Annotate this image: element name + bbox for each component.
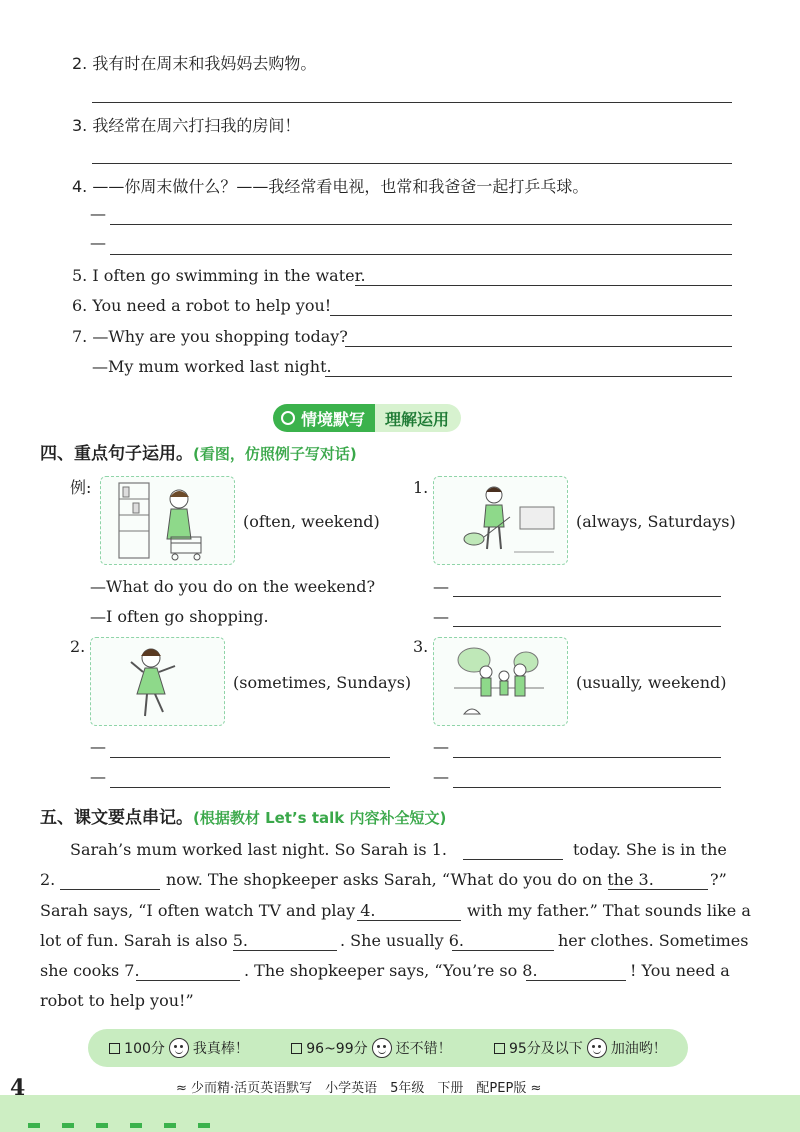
item-1-number: 1. (413, 478, 429, 497)
passage-text: today. She is in the (573, 840, 727, 859)
answer-line[interactable] (330, 315, 732, 316)
blank-2[interactable] (60, 889, 160, 890)
example-hint: (often, weekend) (243, 512, 380, 531)
example-label: 例: (70, 478, 92, 497)
answer-line[interactable] (453, 596, 721, 597)
footer-text: ≈ 少而精·活页英语默写 小学英语 5年级 下册 配PEP版 ≈ (176, 1081, 542, 1096)
item-2-illustration (90, 637, 225, 726)
item-2-number: 2. (70, 637, 86, 656)
blank-8[interactable] (526, 980, 626, 981)
section5-title: 五、课文要点串记。 (40, 808, 193, 828)
passage-text: ! You need a (630, 961, 730, 980)
passage-text: . She usually 6. (340, 931, 464, 950)
dash-marker: — (433, 577, 449, 596)
page-number: 4 (10, 1075, 26, 1101)
item-3-illustration (433, 637, 568, 726)
answer-line[interactable] (453, 787, 721, 788)
answer-line[interactable] (325, 376, 732, 377)
banner-left-label: 情境默写 (301, 409, 366, 429)
section4-note: (看图，仿照例子写对话) (193, 445, 357, 463)
passage-text: ?” (710, 870, 727, 889)
dash-marker: — (90, 204, 106, 223)
blank-3[interactable] (608, 889, 708, 890)
checkbox[interactable] (291, 1043, 302, 1054)
passage-text: Sarah’s mum worked last night. So Sarah is 1. (70, 840, 447, 859)
family-outing-icon (434, 638, 567, 725)
item-3-hint: (usually, weekend) (576, 673, 727, 692)
footer-decoration (28, 1123, 210, 1128)
section-banner (273, 404, 461, 432)
blank-4[interactable] (357, 920, 461, 921)
eval-text: 加油哟！ (610, 1041, 667, 1057)
dash-marker: — (90, 233, 106, 252)
answer-line[interactable] (110, 254, 732, 255)
passage-text: with my father.” That sounds like a (467, 901, 751, 920)
answer-line[interactable] (110, 224, 732, 225)
dash-marker: — (90, 737, 106, 756)
smiley-face-icon (372, 1038, 392, 1058)
girl-dancing-icon (91, 638, 224, 725)
example-illustration (100, 476, 235, 565)
example-answer: —I often go shopping. (90, 607, 269, 626)
english-item-6: 6. You need a robot to help you! (72, 296, 332, 315)
passage-text: her clothes. Sometimes (558, 931, 749, 950)
eval-score: 100分 (124, 1041, 165, 1057)
checkbox[interactable] (494, 1043, 505, 1054)
answer-line[interactable] (92, 102, 732, 103)
answer-line[interactable] (110, 757, 390, 758)
blank-7[interactable] (136, 980, 240, 981)
passage-text: 2. (40, 870, 56, 889)
checkbox[interactable] (109, 1043, 120, 1054)
item-3-number: 3. (413, 637, 429, 656)
dash-marker: — (433, 607, 449, 626)
dash-marker: — (433, 767, 449, 786)
banner-right: 理解运用 (375, 404, 461, 432)
section4-heading (40, 444, 357, 464)
eval-text: 还不错！ (395, 1041, 452, 1057)
cheer-face-icon (587, 1038, 607, 1058)
eval-option-100[interactable] (109, 1038, 249, 1058)
english-item-7: 7. —Why are you shopping today? (72, 327, 348, 346)
passage-text: she cooks 7. (40, 961, 140, 980)
answer-line[interactable] (453, 626, 721, 627)
item-1-illustration (433, 476, 568, 565)
item-1-hint: (always, Saturdays) (576, 512, 736, 531)
smiley-face-icon (169, 1038, 189, 1058)
section4-title: 四、重点句子运用。 (40, 444, 193, 464)
passage-text: Sarah says, “I often watch TV and play 4. (40, 901, 376, 920)
answer-line[interactable] (92, 163, 732, 164)
girl-shopping-icon (101, 477, 234, 564)
dash-marker: — (433, 737, 449, 756)
answer-line[interactable] (453, 757, 721, 758)
english-item-5: 5. I often go swimming in the water. (72, 266, 366, 285)
eval-option-96-99[interactable] (291, 1038, 451, 1058)
section5-note: (根据教材 Let’s talk 内容补全短文) (193, 809, 447, 827)
blank-1[interactable] (463, 859, 563, 860)
blank-5[interactable] (233, 950, 337, 951)
answer-line[interactable] (355, 285, 732, 286)
section5-heading (40, 808, 446, 828)
translation-prompt-4: 4. ——你周末做什么？——我经常看电视，也常和我爸爸一起打乒乓球。 (72, 177, 589, 196)
medal-icon (281, 411, 295, 425)
eval-option-95-below[interactable] (494, 1038, 667, 1058)
english-item-7-answer: —My mum worked last night. (92, 357, 332, 376)
page-footer (0, 1075, 800, 1132)
answer-line[interactable] (110, 787, 390, 788)
boy-vacuuming-icon (434, 477, 567, 564)
passage-text: robot to help you!” (40, 991, 194, 1010)
eval-score: 95分及以下 (508, 1041, 583, 1057)
passage-text: now. The shopkeeper asks Sarah, “What do you do on the 3. (166, 870, 654, 889)
blank-6[interactable] (452, 950, 554, 951)
eval-text: 我真棒！ (192, 1041, 249, 1057)
passage-text: lot of fun. Sarah is also 5. (40, 931, 248, 950)
translation-prompt-2: 2. 我有时在周末和我妈妈去购物。 (72, 54, 317, 73)
self-evaluation-bar (88, 1029, 688, 1067)
example-question: —What do you do on the weekend? (90, 577, 376, 596)
passage-text: . The shopkeeper says, “You’re so 8. (244, 961, 538, 980)
item-2-hint: (sometimes, Sundays) (233, 673, 412, 692)
translation-prompt-3: 3. 我经常在周六打扫我的房间！ (72, 116, 301, 135)
eval-score: 96~99分 (306, 1041, 368, 1057)
answer-line[interactable] (345, 346, 732, 347)
dash-marker: — (90, 767, 106, 786)
banner-left (273, 404, 375, 432)
